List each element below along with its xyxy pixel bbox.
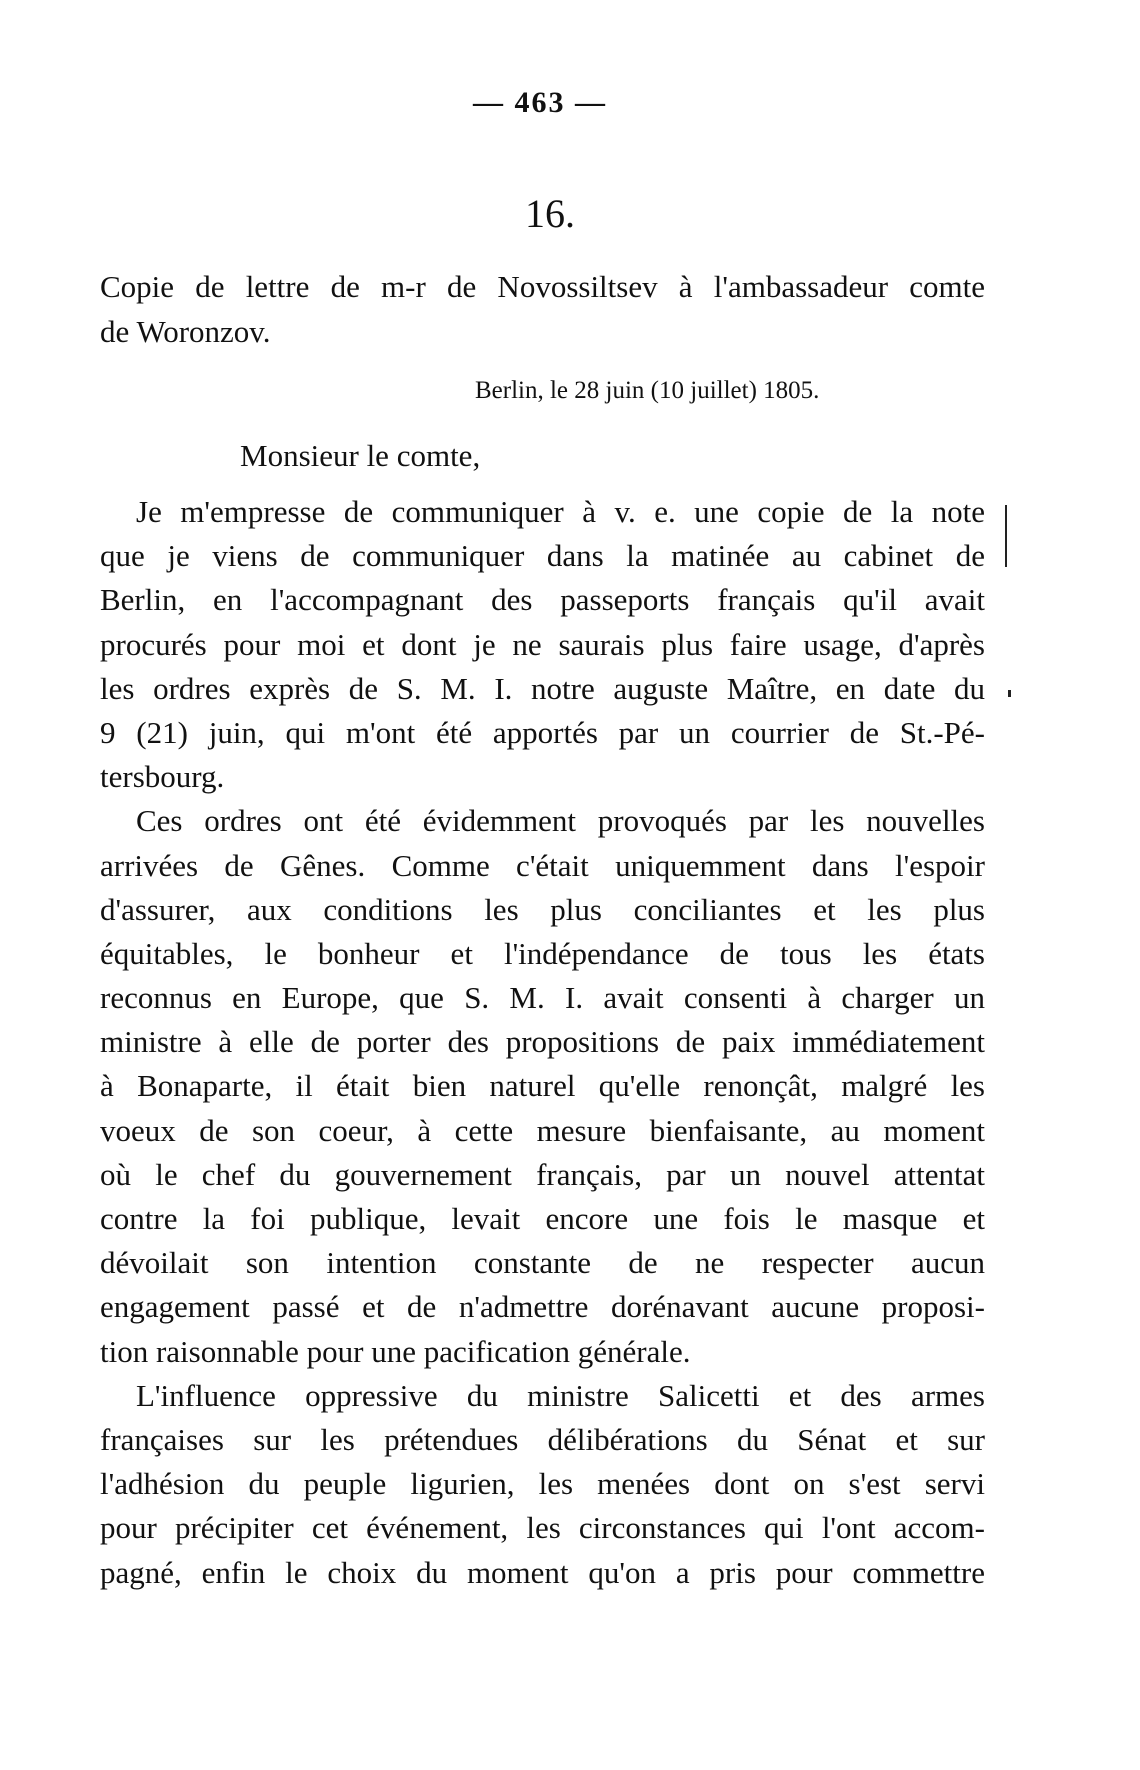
document-number: 16. [525,191,575,236]
body-line: Ces ordres ont été évidemment provoqués par les nouvelles [136,803,985,839]
body-line: tersbourg. [100,759,225,795]
letter-body [100,490,985,1595]
body-line: contre la foi publique, levait encore une fois le masque et [100,1201,985,1236]
margin-rule-mark [1005,505,1007,567]
body-line: dévoilait son intention constante de ne respecter aucun [100,1245,985,1281]
dateline: Berlin, le 28 juin (10 juillet) 1805. [475,377,820,404]
body-line: à Bonaparte, il était bien naturel qu'elle renonçât, malgré les [100,1068,985,1104]
heading-line-2: de Woronzov. [100,314,271,349]
body-line: pour précipiter cet événement, les circonstances qui l'ont accom- [100,1510,985,1546]
page-number: — 463 — [473,86,607,119]
body-line: arrivées de Gênes. Comme c'était uniquemment dans l'espoir [100,847,985,883]
body-line: équitables, le bonheur et l'indépendance de tous les états [100,935,985,971]
body-line: reconnus en Europe, que S. M. I. avait consenti à charger un [100,980,985,1016]
body-line: Berlin, en l'accompagnant des passeports français qu'il avait [100,582,985,618]
heading-line-1: Copie de lettre de m-r de Novossiltsev à l'ambassadeur comte [100,269,985,304]
body-line: Je m'empresse de communiquer à v. e. une copie de la note [136,494,985,529]
body-line: où le chef du gouvernement français, par un nouvel attentat [100,1156,985,1192]
body-line: voeux de son coeur, à cette mesure bienfaisante, au moment [100,1112,985,1148]
body-line: pagné, enfin le choix du moment qu'on a pris pour commettre [100,1554,985,1590]
body-line: tion raisonnable pour une pacification générale. [100,1333,691,1369]
body-line: 9 (21) juin, qui m'ont été apportés par un courrier de St.-Pé- [100,714,985,750]
letter-heading [100,264,985,354]
body-line: l'adhésion du peuple ligurien, les menées dont on s'est servi [100,1466,985,1502]
body-line: d'assurer, aux conditions les plus conciliantes et les plus [100,891,985,927]
margin-dot-mark [1008,690,1011,697]
body-line: engagement passé et de n'admettre dorénavant aucune proposi- [100,1289,985,1325]
body-line: que je viens de communiquer dans la matinée au cabinet de [100,538,985,574]
salutation: Monsieur le comte, [240,438,481,473]
body-line: ministre à elle de porter des propositions de paix immédiatement [100,1024,985,1060]
body-line: les ordres exprès de S. M. I. notre auguste Maître, en date du [100,670,985,706]
body-line: procurés pour moi et dont je ne saurais plus faire usage, d'après [100,626,985,662]
body-line: L'influence oppressive du ministre Salicetti et des armes [136,1377,985,1413]
body-line: françaises sur les prétendues délibérations du Sénat et sur [100,1421,985,1457]
